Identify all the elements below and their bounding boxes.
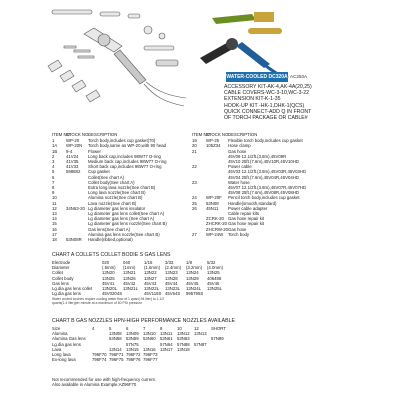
table-cell: 4 bbox=[92, 326, 95, 331]
power-cable-adapter bbox=[156, 60, 178, 66]
part-description: Lg diameter gas lens collet(See chart A) bbox=[88, 211, 165, 217]
row-label: Electrode bbox=[52, 260, 71, 265]
item-number: 25 bbox=[192, 200, 197, 206]
stock-number: ZCRK-20 bbox=[206, 216, 224, 222]
nozzle-3 bbox=[72, 80, 86, 92]
nozzle-4 bbox=[86, 90, 100, 102]
item-number: 18 bbox=[52, 237, 57, 243]
item-number: 15 bbox=[52, 221, 57, 227]
row-label: Alumina bbox=[52, 331, 68, 337]
part-description: Torch body,includes cup gasket(70) bbox=[88, 138, 156, 144]
row-label: Lg.dia gas lens bbox=[52, 341, 81, 347]
table-cell: 13N25 bbox=[207, 270, 220, 276]
part-description: Handle(smooth,standard) bbox=[228, 200, 277, 206]
table-cell: 13N21L bbox=[123, 286, 139, 292]
item-number: 13 bbox=[52, 211, 57, 217]
item-number: 16 bbox=[52, 226, 57, 232]
table-cell: 406488 bbox=[207, 275, 222, 281]
part-description: Alumina nozzle(See chart B) bbox=[88, 195, 143, 201]
part-description: Gas hose bbox=[228, 148, 247, 154]
table-cell: 040 bbox=[123, 260, 131, 265]
accessory-line: OF TORCH PACKAGE OR CABLE# bbox=[224, 115, 308, 122]
part-description: 45V03 12.1/2ft.(3.8m),45V03R,45V03HD bbox=[228, 169, 307, 175]
row-label: Long lava bbox=[52, 352, 71, 358]
accessory-line: ACCESSORY KIT-AK-4,AK-4A(20,25) bbox=[224, 84, 312, 90]
table-cell: (3.2mm) bbox=[186, 265, 202, 271]
table-cell: 45V45 bbox=[186, 280, 199, 286]
part-description: Flower bbox=[88, 148, 101, 154]
pencil-torch bbox=[144, 46, 174, 50]
table-cell: 13N24L bbox=[186, 286, 202, 292]
part-description: Power cable adapter bbox=[228, 205, 268, 211]
table-cell: 796F74 bbox=[92, 357, 107, 363]
collet-1 bbox=[74, 50, 90, 52]
part-description: Cable repair kits bbox=[228, 211, 260, 217]
table-cell: 796F73 bbox=[143, 352, 158, 358]
table-cell: 796F72 bbox=[126, 352, 141, 358]
chart-b-title: CHART B GAS NOZZLES HPN-HIGH PERFORMANCE NOZZLES AVAILABLE bbox=[52, 318, 235, 324]
accessory-line: HOOK-UP KIT -HK-1,DHK-1(QCS) bbox=[224, 102, 305, 109]
table-cell: 5 bbox=[109, 326, 112, 331]
cooling-note: Water cooled torches require cooling water flow of 1 quart(.94 liter) to 1.1/2 bbox=[52, 297, 165, 301]
medium-back-cap bbox=[100, 12, 120, 16]
part-description: Power cable bbox=[228, 164, 252, 170]
stock-number: 34N63-20 bbox=[66, 205, 85, 211]
part-description: Lg diameter gas lens nozzle(See chart B) bbox=[88, 221, 167, 227]
row-label: Lg.dia.gas lens bbox=[52, 291, 81, 297]
chart-b-table bbox=[52, 326, 228, 362]
table-cell: 13N15 bbox=[126, 346, 139, 352]
item-number: 19 bbox=[192, 138, 197, 144]
item-number: 10 bbox=[52, 195, 57, 201]
stock-number: ZHCRW-20 bbox=[206, 226, 229, 232]
item-number: 24 bbox=[192, 195, 197, 201]
table-cell: 796F77 bbox=[143, 357, 158, 363]
chart-a-table bbox=[52, 260, 228, 296]
table-cell bbox=[211, 357, 228, 362]
torch-handle bbox=[114, 50, 146, 84]
part-description: 45V09 12.1/2ft.(3.8m),45V09R bbox=[228, 153, 287, 159]
table-cell: 6 bbox=[126, 326, 129, 331]
item-number: 2 bbox=[52, 153, 55, 159]
table-cell: 57N75 bbox=[126, 341, 139, 347]
footer-line: Also available in Alumina Example:AZ96F70 bbox=[52, 382, 137, 388]
table-cell: 13N10 bbox=[143, 331, 156, 337]
table-cell: 57N89 bbox=[211, 336, 224, 342]
table-cell: 13N18 bbox=[177, 346, 190, 352]
stock-number: WP-20 bbox=[66, 138, 80, 144]
table-header bbox=[192, 132, 342, 137]
table-cell: 13N26 bbox=[123, 275, 136, 281]
table-cell: 57N88 bbox=[177, 341, 190, 347]
torch-cable bbox=[144, 84, 184, 106]
row-label: Collet body bbox=[52, 275, 74, 281]
part-description: Cup gasket bbox=[88, 169, 110, 175]
table-cell: 45V46 bbox=[207, 280, 220, 286]
row-label: Collet bbox=[52, 270, 63, 276]
table-cell bbox=[160, 357, 177, 362]
water-cooled-banner: WATER-COOLED DC320A bbox=[226, 74, 288, 80]
table-row bbox=[52, 237, 190, 242]
cooling-note: quarts(1.4 liter)per minute at a maximum of 60 PSI pressure bbox=[52, 301, 143, 305]
part-description: Gas hose repair kit bbox=[228, 221, 265, 227]
table-cell: 45V116S bbox=[144, 291, 162, 297]
table-cell: 796F76 bbox=[126, 357, 141, 363]
table-cell: 13N27 bbox=[144, 275, 157, 281]
table-cell: 5/32 bbox=[207, 260, 216, 265]
item-number: 17 bbox=[52, 231, 57, 237]
table-cell: 13N23L bbox=[165, 286, 181, 292]
table-cell: 13N08 bbox=[109, 331, 122, 337]
accessory-list bbox=[224, 84, 364, 121]
item-number: 23 bbox=[192, 179, 197, 185]
part-description: Collet(See chart A) bbox=[88, 174, 125, 180]
table-cell: 13N11 bbox=[160, 331, 173, 337]
gas-lens bbox=[144, 26, 152, 34]
table-cell: 45V41 bbox=[102, 280, 115, 286]
table-cell: 13N23 bbox=[165, 270, 178, 276]
part-description: Torch body bbox=[228, 231, 250, 237]
table-cell: 13N29 bbox=[186, 275, 199, 281]
row-label: Alumina Gas lens bbox=[52, 336, 86, 342]
item-number: 4 bbox=[52, 164, 55, 170]
item-number: 6 bbox=[52, 174, 55, 180]
part-description: Gas hose repair kit bbox=[228, 216, 265, 222]
short-back-cap bbox=[128, 14, 140, 18]
part-description: Gas lens(See chart A) bbox=[88, 226, 131, 232]
header-stock: STOCK NO. bbox=[66, 132, 90, 137]
item-number: 7 bbox=[52, 179, 55, 185]
stock-number: 41V35 bbox=[66, 159, 79, 165]
table-cell: 020 bbox=[102, 260, 110, 265]
header-item: ITEM NO. bbox=[192, 132, 212, 137]
table-cell: 45V64S bbox=[165, 291, 181, 297]
part-description: Extra long lava nozzle(See chart B) bbox=[88, 185, 156, 191]
header-description: DESCRIPTION bbox=[88, 132, 118, 137]
item-number: 1 bbox=[52, 138, 55, 144]
table-cell: 45V44 bbox=[165, 280, 178, 286]
part-description: Long lava nozzle(See chart B) bbox=[88, 190, 146, 196]
table-cell: 796F71 bbox=[109, 352, 124, 358]
item-number: 22 bbox=[192, 164, 197, 170]
part-description: 45V10 25ft.(7.6m),45V10R,45V10HD bbox=[228, 159, 299, 165]
table-row bbox=[52, 357, 228, 362]
long-back-cap bbox=[52, 10, 92, 14]
table-cell bbox=[194, 357, 211, 362]
stock-number: 41V33 bbox=[66, 164, 79, 170]
header-item: ITEM NO. bbox=[52, 132, 72, 137]
table-cell: 13N16 bbox=[143, 346, 156, 352]
footer-notes bbox=[52, 377, 156, 388]
table-cell: 13N24 bbox=[186, 270, 199, 276]
table-cell: 13N20 bbox=[102, 270, 115, 276]
collet-2 bbox=[78, 56, 94, 58]
table-cell: 13N14 bbox=[109, 346, 122, 352]
table-cell: (1.6mm) bbox=[144, 265, 160, 271]
header-description: DESCRIPTION bbox=[228, 132, 258, 137]
stock-number: WP-20F bbox=[206, 195, 222, 201]
table-cell: 3/32 bbox=[165, 260, 174, 265]
table-cell: 13N21 bbox=[123, 270, 136, 276]
table-cell: SHORT bbox=[211, 326, 226, 331]
part-description: Flexible torch body,includes cup gasket bbox=[228, 138, 303, 144]
row-label: Gas lens bbox=[52, 280, 69, 286]
part-description: Short back cap,includes 98W77 O-ring bbox=[88, 164, 162, 170]
table-cell: 13N25 bbox=[102, 275, 115, 281]
table-cell: 7 bbox=[143, 326, 146, 331]
table-cell: 796F75 bbox=[109, 357, 124, 363]
part-description: Gas hose bbox=[228, 226, 247, 232]
footer-line: Not recommended for use with high-frequency current. bbox=[52, 377, 156, 382]
amperage-code: AC250A bbox=[290, 74, 308, 79]
row-label: Lava bbox=[52, 346, 62, 352]
part-description: 45V07 12.1/2ft.(3.8m),45V07R,45V07HD bbox=[228, 185, 307, 191]
row-label: Size bbox=[52, 326, 61, 331]
parts-table-left bbox=[52, 132, 190, 242]
torch-exploded-diagram bbox=[44, 6, 190, 118]
stock-number: 9-4 bbox=[66, 148, 73, 154]
table-cell: 10 bbox=[177, 326, 182, 331]
table-cell: (.5mm) bbox=[102, 265, 116, 271]
table-cell: 13N17 bbox=[160, 346, 173, 352]
part-description: 45V08 25ft.(7.6m),45V08R,45V08HD bbox=[228, 190, 299, 196]
table-cell bbox=[207, 291, 228, 296]
part-description: Alumina gas lens nozzle(See chart B) bbox=[88, 231, 160, 237]
stock-number: WP-24W bbox=[206, 231, 224, 237]
table-row bbox=[52, 291, 228, 296]
part-description: Pencil torch body,includes cup gasket bbox=[228, 195, 300, 201]
part-description: Water hose bbox=[228, 179, 250, 185]
item-number: 12 bbox=[52, 205, 57, 211]
table-cell: 45V0204S bbox=[102, 291, 123, 297]
row-label: Ex-long lava bbox=[52, 357, 76, 363]
table-cell: 995795S bbox=[186, 291, 204, 297]
stock-number: 45N11 bbox=[206, 205, 219, 211]
parts-table-right bbox=[192, 132, 342, 237]
item-number: 27 bbox=[192, 231, 197, 237]
table-cell: (1mm) bbox=[123, 265, 136, 271]
table-cell: 53N60 bbox=[143, 336, 156, 342]
table-cell: 53N58 bbox=[109, 336, 122, 342]
item-number: 20 bbox=[192, 143, 197, 149]
item-number: 1A bbox=[52, 143, 58, 149]
item-number: 9 bbox=[52, 190, 55, 196]
table-row bbox=[192, 232, 342, 237]
stock-number: WP-20N bbox=[66, 143, 83, 149]
item-number: 5 bbox=[52, 169, 55, 175]
stock-number: 598882 bbox=[66, 169, 81, 175]
stock-number: ZHCRK-20 bbox=[206, 221, 228, 227]
table-cell bbox=[177, 357, 194, 362]
part-description: Collet body(See chart A) bbox=[88, 179, 135, 185]
table-cell: 13N13 bbox=[194, 331, 207, 337]
part-description: 45V04 25ft.(7.6m),45V04R,45V04HD bbox=[228, 174, 299, 180]
item-number: 3 bbox=[52, 159, 55, 165]
photo-brass-fitting bbox=[254, 12, 274, 22]
table-cell: 53N61 bbox=[160, 336, 173, 342]
item-number: 14 bbox=[52, 216, 57, 222]
item-number: 8 bbox=[52, 185, 55, 191]
part-description: Lg diameter gas lens insulator bbox=[88, 205, 146, 211]
item-number: 21 bbox=[192, 148, 197, 154]
part-description: Torch body,same as WP-20,with 90 head bbox=[88, 143, 167, 149]
item-number: 1B bbox=[52, 148, 58, 154]
row-label: Lg.dia.gas lens collet bbox=[52, 286, 93, 292]
nozzle-1 bbox=[48, 60, 62, 72]
table-cell: 796F70 bbox=[92, 352, 107, 358]
table-cell: 45V43 bbox=[144, 280, 157, 286]
table-cell: 12 bbox=[194, 326, 199, 331]
table-cell: 13N28 bbox=[165, 275, 178, 281]
stock-number: 41V24 bbox=[66, 153, 79, 159]
table-cell: 13N22L bbox=[144, 286, 160, 292]
accessory-line: EXTENSION KIT-K-1-35 bbox=[224, 96, 281, 103]
table-cell: (4.0mm) bbox=[207, 265, 223, 271]
gasket bbox=[159, 33, 165, 39]
part-description: Handle(ribbed,optional) bbox=[88, 237, 133, 243]
table-cell: 13N20L bbox=[102, 286, 118, 292]
item-number: 26 bbox=[192, 205, 197, 211]
stock-number: 53N08 bbox=[206, 200, 219, 206]
stock-number: WP-25 bbox=[206, 138, 220, 144]
table-cell: 1/8 bbox=[186, 260, 192, 265]
table-cell: 8 bbox=[160, 326, 163, 331]
item-number: 11 bbox=[52, 200, 57, 206]
header-stock: STOCK NO. bbox=[206, 132, 230, 137]
collet-body bbox=[64, 46, 76, 48]
part-description: Lg diameter gas lens (See chart A) bbox=[88, 216, 155, 222]
accessory-line: QUICK CONNECT-ADD Q IN FRONT bbox=[224, 108, 312, 115]
table-cell: 13N25L bbox=[207, 286, 223, 292]
stock-number: 53N08R bbox=[66, 237, 82, 243]
table-cell: (2.4mm) bbox=[165, 265, 181, 271]
table-cell: 13N22 bbox=[144, 270, 157, 276]
part-description: Long back cap,includes 98W77 O-ring bbox=[88, 153, 161, 159]
table-cell: 53N59 bbox=[126, 336, 139, 342]
table-cell: 45V42 bbox=[123, 280, 136, 286]
table-cell: 13N09 bbox=[126, 331, 139, 337]
table-cell: 1/16 bbox=[144, 260, 153, 265]
table-cell: 53N63 bbox=[177, 336, 190, 342]
table-cell: 13N12 bbox=[177, 331, 190, 337]
table-cell: 57N64 bbox=[160, 341, 173, 347]
part-description: Lava nozzle(See chart B) bbox=[88, 200, 137, 206]
part-description: Medium back cap,includes 98W77 O-ring bbox=[88, 159, 167, 165]
accessory-line: CABLE COVERS-WC-3-10,WC-3-22 bbox=[224, 90, 310, 97]
part-description: Hose clamp bbox=[228, 143, 251, 149]
table-header bbox=[52, 132, 190, 137]
table-cell bbox=[123, 291, 144, 296]
chart-a-title: CHART A COLLETS COLLET BODIE S GAS LENS bbox=[52, 252, 171, 258]
row-label: Diameter bbox=[52, 265, 70, 271]
stock-number: 105Z34 bbox=[206, 143, 221, 149]
torch-head-body bbox=[98, 34, 110, 46]
table-cell: 57N87 bbox=[194, 341, 207, 347]
nozzle-2 bbox=[60, 70, 74, 82]
